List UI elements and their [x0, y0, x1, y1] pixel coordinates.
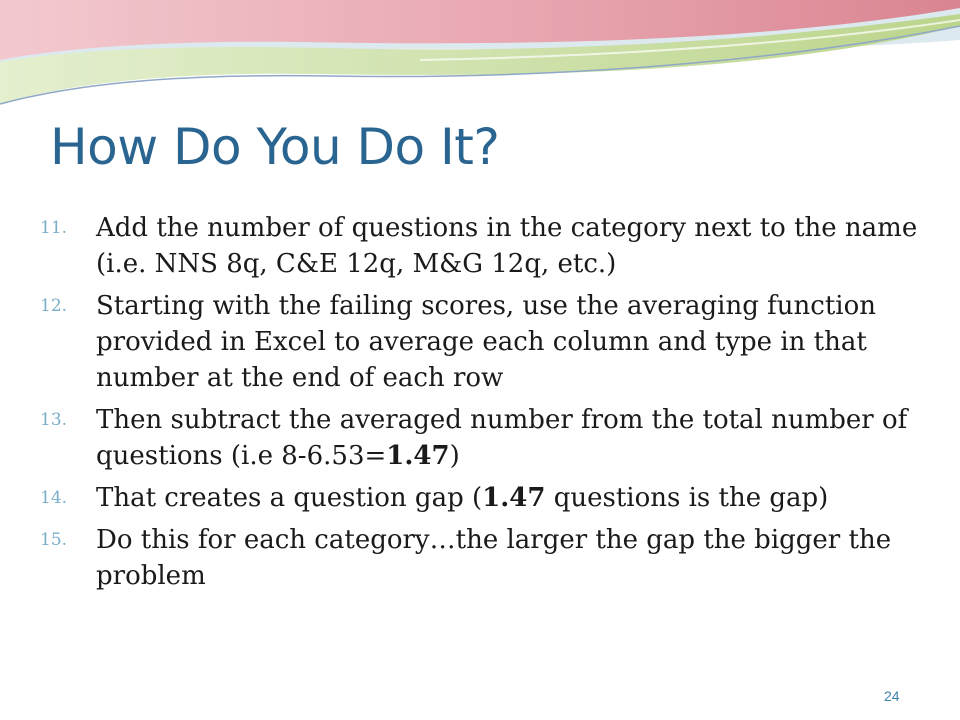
step-item	[40, 480, 920, 516]
step-text-end: questions is the gap)	[545, 483, 829, 513]
step-bold-value: 1.47	[482, 483, 546, 513]
step-text: Starting with the failing scores, use the averaging function provided in Excel to average each column and type in that number at the end of each row	[96, 291, 876, 393]
step-text: Do this for each category…the larger the gap the bigger the problem	[96, 525, 892, 591]
page-number: 24	[884, 688, 900, 704]
steps-list	[40, 210, 920, 600]
step-item	[40, 522, 920, 594]
step-number: 15.	[40, 530, 68, 550]
slide-title: How Do You Do It?	[50, 118, 500, 176]
step-text: Add the number of questions in the category next to the name (i.e. NNS 8q, C&E 12q, M&G 12q, etc.)	[96, 213, 918, 279]
step-number: 13.	[40, 410, 68, 430]
step-number: 11.	[40, 218, 68, 238]
step-text	[96, 405, 907, 471]
step-text-end: )	[449, 441, 460, 471]
step-number: 12.	[40, 296, 68, 316]
step-bold-value: 1.47	[386, 441, 450, 471]
step-text-start: That creates a question gap (	[96, 483, 483, 513]
step-text	[96, 483, 828, 513]
step-item	[40, 288, 920, 396]
step-item	[40, 402, 920, 474]
step-text-start: Then subtract the averaged number from the total number of questions (i.e 8-6.53=	[96, 405, 908, 471]
step-number: 14.	[40, 488, 68, 508]
step-item	[40, 210, 920, 282]
